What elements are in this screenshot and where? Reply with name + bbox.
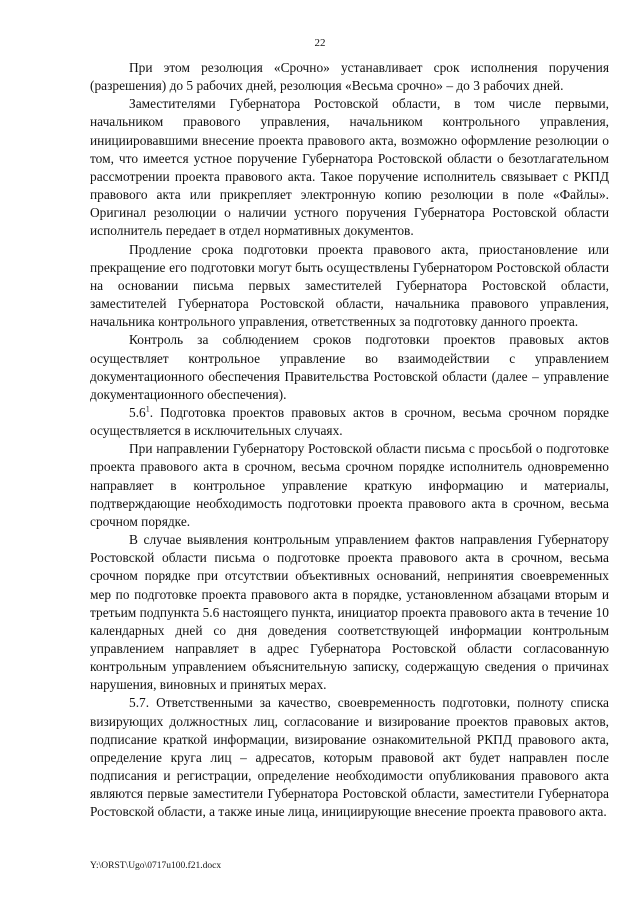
- section-number: 5.6: [129, 404, 146, 420]
- paragraph-urgency-terms: При этом резолюция «Срочно» устанавливает срок исполнения поручения (разрешения) до 5 рабочих дней, резолюция «Весьма срочно» – до 3 рабочих дней.: [90, 60, 609, 94]
- paragraph-request-letter: При направлении Губернатору Ростовской области письма с просьбой о подготовке проекта правового акта в срочном, весьма срочном порядке исполнитель одновременно направляет в контрольное управление краткую информацию и материалы, подтверждающие необходимость подготовки проекта правового акта в срочном, весьма срочном порядке.: [90, 441, 609, 529]
- document-body: [90, 59, 609, 822]
- section-text: . Подготовка проектов правовых актов в срочном, весьма срочном порядке осуществляется в исключительных случаях.: [90, 404, 609, 439]
- paragraph-section-5-6-1: [90, 404, 609, 440]
- paragraph-extension: Продление срока подготовки проекта правового акта, приостановление или прекращение его подготовки могут быть осуществлены Губернатором Ростовской области на основании письма первых заместителей Губернатора Ростовской области, заместителей Губернатора Ростовской области, начальника правового управления, начальника контрольного управления, ответственных за подготовку данного проекта.: [90, 241, 609, 330]
- paragraph-control: Контроль за соблюдением сроков подготовки проектов правовых актов осуществляет контрольное управление во взаимодействии с управлением документационного обеспечения Правительства Ростовской области (далее – управление документационного обеспечения).: [90, 332, 609, 402]
- footer-file-path: Y:\ORST\Ugo\0717u100.f21.docx: [90, 861, 222, 871]
- paragraph-violations: В случае выявления контрольным управлением фактов направления Губернатору Ростовской области письма о подготовке проекта правового акта в срочном, весьма срочном порядке при отсутствии объективных оснований, непринятия своевременных мер по подготовке проекта правового акта в порядке, установленном абзацами вторым и третьим подпункта 5.6 настоящего пункта, инициатор проекта правового акта в течение 10 календарных дней со дня доведения соответствующей информации контрольным управлением направляет в адрес Губернатора Ростовской области согласованную контрольным управлением объяснительную записку, содержащую сведения о причинах нарушения, виновных и принятых мерах.: [90, 532, 609, 693]
- paragraph-section-5-7: 5.7. Ответственными за качество, своевременность подготовки, полноту списка визирующих должностных лиц, согласование и визирование проектов правовых актов, подписание краткой информации, визирование ознакомительной РКПД правового акта, определение круга лиц – адресатов, которым правовой акт будет направлен после подписания и регистрации, определение необходимости опубликования правового акта являются первые заместители Губернатора Ростовской области, заместители Губернатора Ростовской области, а также иные лица, инициирующие внесение проекта правового акта.: [90, 695, 609, 820]
- section-superscript: 1: [145, 404, 150, 414]
- paragraph-oral-instruction: Заместителями Губернатора Ростовской области, в том числе первыми, начальником правового управления, начальником контрольного управления, инициировавшими внесение проекта правового акта, возможно оформление резолюции о том, что имеется устное поручение Губернатора Ростовской области о безотлагательном рассмотрении проекта правового акта. Такое поручение исполнитель связывает с РКПД правового акта или прикрепляет электронную копию резолюции в поле «Файлы». Оригинал резолюции о наличии устного поручения Губернатора Ростовской области исполнитель передает в отдел нормативных документов.: [90, 96, 609, 239]
- page-number: 22: [314, 37, 326, 49]
